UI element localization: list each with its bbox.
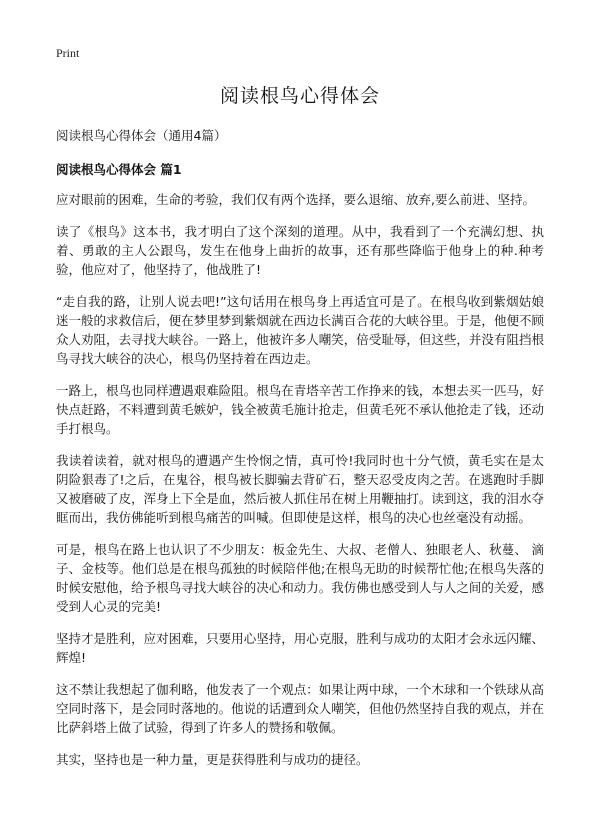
section-heading: 阅读根鸟心得体会 篇1 [56, 162, 182, 177]
paragraph-5: 我读着读着，就对根鸟的遭遇产生怜悯之情，真可怜!我同时也十分气愤，黄毛实在是太阴险狠毒了!之后，在鬼谷，根鸟被长脚骗去背矿石，整天忍受皮肉之苦。在逃跑时手脚又被磨破了皮，浑身上下全是血，然后被人抓住吊在树上用鞭抽打。读到这，我的泪水夺眶而出，我仿佛能听到根鸟痛苦的叫喊。但即使是这样，根鸟的决心也丝毫没有动摇。 [56, 453, 544, 525]
paragraph-8: 这不禁让我想起了伽利略，他发表了一个观点：如果让两中球，一个木球和一个铁球从高空同时落下，是会同时落地的。他说的话遭到众人嘲笑，但他仍然坚持自我的观点，并在比萨斜塔上做了试验，得到了许多人的赞扬和敬佩。 [56, 682, 544, 735]
document-title: 阅读根鸟心得体会 [219, 85, 380, 107]
paragraph-3: “走自我的路，让别人说去吧!”这句话用在根鸟身上再适宜可是了。在根鸟收到紫烟姑娘迷一般的求救信后，便在梦里梦到紫烟就在西边长满百合花的大峡谷里。于是，他便不顾众人劝阻，去寻找大峡谷。一路上，他被许多人嘲笑，倍受耻辱，但这些，并没有阻挡根鸟寻找大峡谷的决心，根鸟仍坚持着在西边走。 [56, 294, 544, 366]
paragraph-9: 其实，坚持也是一种力量，更是获得胜利与成功的捷径。 [56, 752, 369, 767]
paragraph-1: 应对眼前的困难，生命的考验，我们仅有两个选择，要么退缩、放弃,要么前进、坚持。 [56, 192, 535, 207]
paragraph-2: 读了《根鸟》这本书，我才明白了这个深刻的道理。从中，我看到了一个充满幻想、执着、勇敢的主人公跟鸟，发生在他身上曲折的故事，还有那些降临于他身上的种.种考验，他应对了，他坚持了，他战胜了! [56, 224, 544, 277]
paragraph-7: 坚持才是胜利，应对困难，只要用心坚持，用心克服，胜利与成功的太阳才会永远闪耀、辉煌! [56, 631, 544, 665]
paragraph-6: 可是，根鸟在路上也认识了不少朋友：板金先生、大叔、老僧人、独眼老人、秋蔓、 滴子、金枝等。他们总是在根鸟孤独的时候陪伴他;在根鸟无助的时候帮忙他;在根鸟失落的时候安慰他，给予根鸟寻找大峡谷的决心和动力。我仿佛也感受到人与人之间的关爱，感受到人心灵的完美! [56, 542, 544, 614]
document-subtitle: 阅读根鸟心得体会（通用4篇） [56, 128, 227, 143]
paragraph-4: 一路上，根鸟也同样遭遇艰难险阻。根鸟在青塔辛苦工作挣来的钱，本想去买一匹马，好快点赶路，不料遭到黄毛嫉妒，钱全被黄毛施计抢走，但黄毛死不承认他抢走了钱，还动手打根鸟。 [56, 383, 544, 436]
print-label: Print [56, 46, 80, 60]
